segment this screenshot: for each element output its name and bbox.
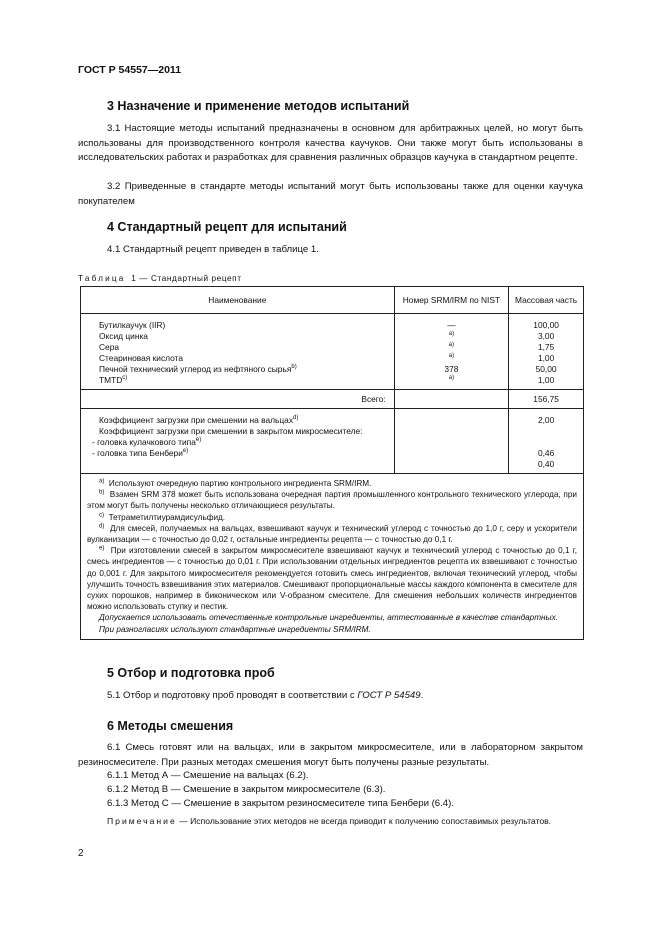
footnote-italic: При разногласиях используют стандартные ингредиенты SRM/IRM. xyxy=(99,624,371,634)
mass-value: 1,00 xyxy=(537,353,555,363)
coef-value: 0,46 xyxy=(537,448,555,458)
footnote: $^{d)}$ Для смесей, получаемых на вальцах, взвешивают каучук и технический углерод с точностью до 1,0 г, серу и ускорители вулканизации — с точностью до 0,02 г, остальные ингредиенты рецепта — с точностью до 0,1 г. xyxy=(87,523,577,545)
ingredient-name: Печной технический углерод из нефтяного сырья$^{b)}$ xyxy=(99,364,297,374)
section-6-title: 6 Методы смешения xyxy=(107,719,234,733)
footnotes-row xyxy=(81,474,584,640)
header-mass: Массовая часть xyxy=(509,287,584,314)
coefficient-labels xyxy=(81,409,395,474)
para-6-1 xyxy=(78,741,583,770)
ingredient-name: Стеариновая кислота xyxy=(99,353,183,363)
para-6-1-text: 6.1 Смесь готовят или на вальцах, или в закрытом микросмесителе, или в лабораторном закрытом резиносмесителе. При разных методах смешения могут быть получены разные результаты. xyxy=(78,742,583,768)
ingredient-masses xyxy=(509,314,584,390)
footnote: $^{b)}$ Взамен SRM 378 может быть использована очередная партия промышленного контрольного технического углерода, при этом могут быть получены несколько отличающиеся результаты. xyxy=(87,489,577,511)
document-header: ГОСТ Р 54557—2011 xyxy=(78,64,182,76)
para-3-2-text: 3.2 Приведенные в стандарте методы испытаний могут быть использованы также для оценки каучука покупателем xyxy=(78,181,583,207)
mass-value: 100,00 xyxy=(533,320,559,330)
mass-value: 50,00 xyxy=(535,364,557,374)
header-nist: Номер SRM/IRM по NIST xyxy=(394,287,509,314)
footnote: $^{c)}$ Тетраметилтиурамдисульфид. xyxy=(99,511,226,522)
nist-number: а) xyxy=(448,375,455,382)
coef-value: 2,00 xyxy=(537,415,555,425)
coefficient-row xyxy=(81,409,584,474)
total-value: 156,75 xyxy=(509,390,584,409)
footnote: $^{а)}$ Используют очередную партию контрольного ингредиента SRM/IRM. xyxy=(99,478,372,488)
total-label: Всего: xyxy=(81,390,395,409)
para-3-1 xyxy=(78,122,583,166)
section-3-title: 3 Назначение и применение методов испытаний xyxy=(107,99,410,113)
total-row xyxy=(81,390,584,409)
section-4-title: 4 Стандартный рецепт для испытаний xyxy=(107,220,347,234)
coef-value xyxy=(509,426,583,437)
note-label: Примечание xyxy=(107,816,177,826)
page-number: 2 xyxy=(78,848,84,859)
header-name: Наименование xyxy=(81,287,395,314)
table-footnotes xyxy=(81,474,584,640)
para-5-1: 5.1 Отбор и подготовку проб проводят в соответствии с ГОСТ Р 54549. xyxy=(107,690,424,701)
section-5-title: 5 Отбор и подготовка проб xyxy=(107,666,275,680)
ingredient-names xyxy=(81,314,395,390)
method-a: 6.1.1 Метод А — Смешение на вальцах (6.2). xyxy=(107,770,309,781)
nist-number: а) xyxy=(448,331,455,338)
ingredient-name: Сера xyxy=(99,342,120,352)
table-caption xyxy=(78,274,242,283)
ingredient-name: Бутилкаучук (IIR) xyxy=(99,320,166,330)
nist-number: а) xyxy=(448,353,455,360)
nist-number: а) xyxy=(448,342,455,349)
para-3-2 xyxy=(78,180,583,209)
ingredient-nist-numbers xyxy=(394,314,509,390)
ingredient-name: Оксид цинка xyxy=(99,331,148,341)
para-3-1-text: 3.1 Настоящие методы испытаний предназначены в основном для арбитражных целей, но могут быть использованы для производственного контроля качества каучуков. Они также могут быть использованы в исследовательских работах и разработках для сравнения различных образцов каучука в стандартном рецепте. xyxy=(78,123,583,163)
mass-value: 3,00 xyxy=(537,331,555,341)
nist-number: — xyxy=(447,320,456,330)
table-caption-text: 1 — Стандартный рецепт xyxy=(131,274,242,283)
footnote-italic: Допускается использовать отечественные контрольные ингредиенты, аттестованные в качестве стандартных. xyxy=(99,613,558,623)
coef-label: - головка типа Бенбери$^{е)}$ xyxy=(92,448,189,458)
method-b: 6.1.2 Метод В — Смешение в закрытом микросмесителе (6.3). xyxy=(107,784,386,795)
table-header-row xyxy=(81,287,584,314)
recipe-table xyxy=(80,286,584,640)
mass-value: 1,75 xyxy=(537,342,555,352)
ingredients-row xyxy=(81,314,584,390)
footnote: $^{е)}$ При изготовлении смесей в закрытом микросмесителе взвешивают каучук и технический углерод с точностью до 0,1 г, смесь ингредиентов — с точностью до 0,01 г. При использовании отдельных ингредиентов рецепта их взвешивают с точностью до 0,001 г. Для закрытого микросмесителя рекомендуется готовить смесь ингредиентов, включая технический углерод, чтобы улучшить точность взвешивания этих материалов. Смешивают пропорциональные массы каждого компонента в смесителе для сухих порошков, например в биконическом или V-образном смесителе. Для смешения небольших количеств ингредиентов можно использовать ступку и пестик. xyxy=(87,545,577,612)
coef-value xyxy=(509,437,583,448)
note xyxy=(78,815,583,827)
coef-label: - головка кулачкового типа$^{е)}$ xyxy=(92,437,202,447)
coef-value: 0,40 xyxy=(537,459,555,469)
para-4-1: 4.1 Стандартный рецепт приведен в таблице 1. xyxy=(107,244,319,255)
table-caption-label: Таблица xyxy=(78,274,126,283)
method-c: 6.1.3 Метод С — Смешение в закрытом резиносмесителе типа Бенбери (6.4). xyxy=(107,798,454,809)
nist-number: 378 xyxy=(444,364,459,374)
mass-value: 1,00 xyxy=(537,375,555,385)
coef-label: Коэффициент загрузки при смешении в закрытом микросмесителе: xyxy=(99,426,363,436)
coefficient-values xyxy=(509,409,584,474)
note-text: — Использование этих методов не всегда приводит к получению сопоставимых результатов. xyxy=(176,816,552,826)
ingredient-name: TMTD$^{c)}$ xyxy=(99,375,128,385)
coef-label: Коэффициент загрузки при смешении на вальцах$^{d)}$ xyxy=(99,415,299,425)
